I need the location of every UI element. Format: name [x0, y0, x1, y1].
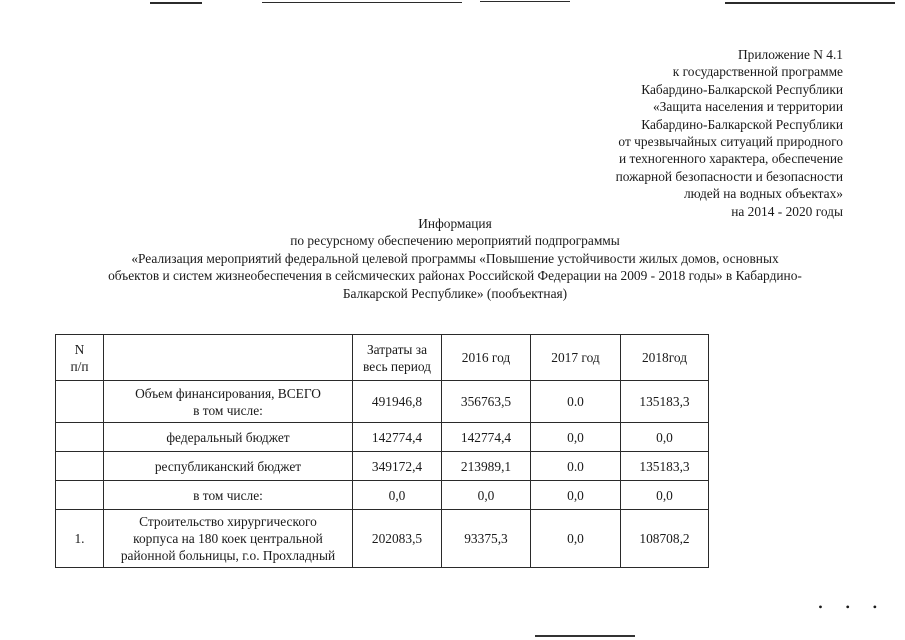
cell-num — [56, 381, 104, 423]
cell-name: федеральный бюджет — [104, 423, 353, 452]
table-row — [56, 452, 709, 481]
cell-2017: 0,0 — [531, 423, 621, 452]
appendix-line: от чрезвычайных ситуаций природного — [618, 134, 843, 150]
table-row — [56, 423, 709, 452]
cell-2017: 0.0 — [531, 381, 621, 423]
cell-2017: 0,0 — [531, 510, 621, 568]
appendix-caption — [616, 46, 843, 220]
header-2016: 2016 год — [442, 335, 531, 381]
title-line: Информация — [418, 216, 492, 231]
cell-total: 349172,4 — [353, 452, 442, 481]
appendix-line: на 2014 - 2020 годы — [731, 203, 843, 219]
header-2017: 2017 год — [531, 335, 621, 381]
title-line: Балкарской Республике» (пообъектная) — [342, 285, 568, 301]
appendix-line: Приложение N 4.1 — [738, 47, 843, 62]
title-line: по ресурсному обеспечению мероприятий подпрограммы — [290, 233, 620, 249]
cell-name: Объем финансирования, ВСЕГО в том числе: — [104, 381, 353, 423]
cell-2018: 0,0 — [621, 481, 709, 510]
scan-artifact-bottom — [535, 635, 635, 637]
cell-num: 1. — [56, 510, 104, 568]
cell-2018: 135183,3 — [621, 381, 709, 423]
table-header-row — [56, 335, 709, 381]
appendix-line: к государственной программе — [672, 64, 843, 80]
scan-artifact-top — [725, 2, 895, 4]
cell-2016: 142774,4 — [442, 423, 531, 452]
cell-total: 142774,4 — [353, 423, 442, 452]
appendix-line: пожарной безопасности и безопасности — [615, 168, 843, 184]
cell-total: 491946,8 — [353, 381, 442, 423]
cell-name: в том числе: — [104, 481, 353, 510]
cell-total: 202083,5 — [353, 510, 442, 568]
scan-artifact-top — [480, 1, 570, 2]
cell-num — [56, 423, 104, 452]
appendix-line: Кабардино-Балкарской Республики — [641, 81, 843, 97]
appendix-line: «Защита населения и территории — [652, 99, 843, 115]
scan-artifact-top — [150, 2, 202, 4]
cell-2017: 0.0 — [531, 452, 621, 481]
cell-2016: 356763,5 — [442, 381, 531, 423]
scan-artifact-top — [262, 2, 462, 3]
header-name — [104, 335, 353, 381]
cell-2018: 0,0 — [621, 423, 709, 452]
cell-name: республиканский бюджет — [104, 452, 353, 481]
header-num: N п/п — [56, 335, 104, 381]
cell-num — [56, 481, 104, 510]
title-line: «Реализация мероприятий федеральной целевой программы «Повышение устойчивости жилых домов, основных — [131, 250, 779, 266]
header-2018: 2018год — [621, 335, 709, 381]
cell-2018: 108708,2 — [621, 510, 709, 568]
cell-2018: 135183,3 — [621, 452, 709, 481]
cell-2017: 0,0 — [531, 481, 621, 510]
cell-total: 0,0 — [353, 481, 442, 510]
appendix-line: людей на водных объектах» — [683, 186, 843, 202]
document-title — [40, 215, 870, 302]
cell-2016: 93375,3 — [442, 510, 531, 568]
cell-2016: 0,0 — [442, 481, 531, 510]
appendix-line: Кабардино-Балкарской Республики — [641, 116, 843, 132]
scan-artifact-dots: • • • — [818, 600, 887, 614]
header-total: Затраты за весь период — [353, 335, 442, 381]
table-row — [56, 381, 709, 423]
cell-num — [56, 452, 104, 481]
financing-table — [55, 334, 709, 568]
table-row — [56, 510, 709, 568]
appendix-line: и техногенного характера, обеспечение — [618, 151, 843, 167]
table-row — [56, 481, 709, 510]
cell-2016: 213989,1 — [442, 452, 531, 481]
title-line: объектов и систем жизнеобеспечения в сейсмических районах Российской Федерации на 2009 - 2018 годы» в Кабардино- — [108, 268, 802, 284]
cell-name: Строительство хирургического корпуса на 180 коек центральной районной больницы, г.о. Прохладный — [104, 510, 353, 568]
